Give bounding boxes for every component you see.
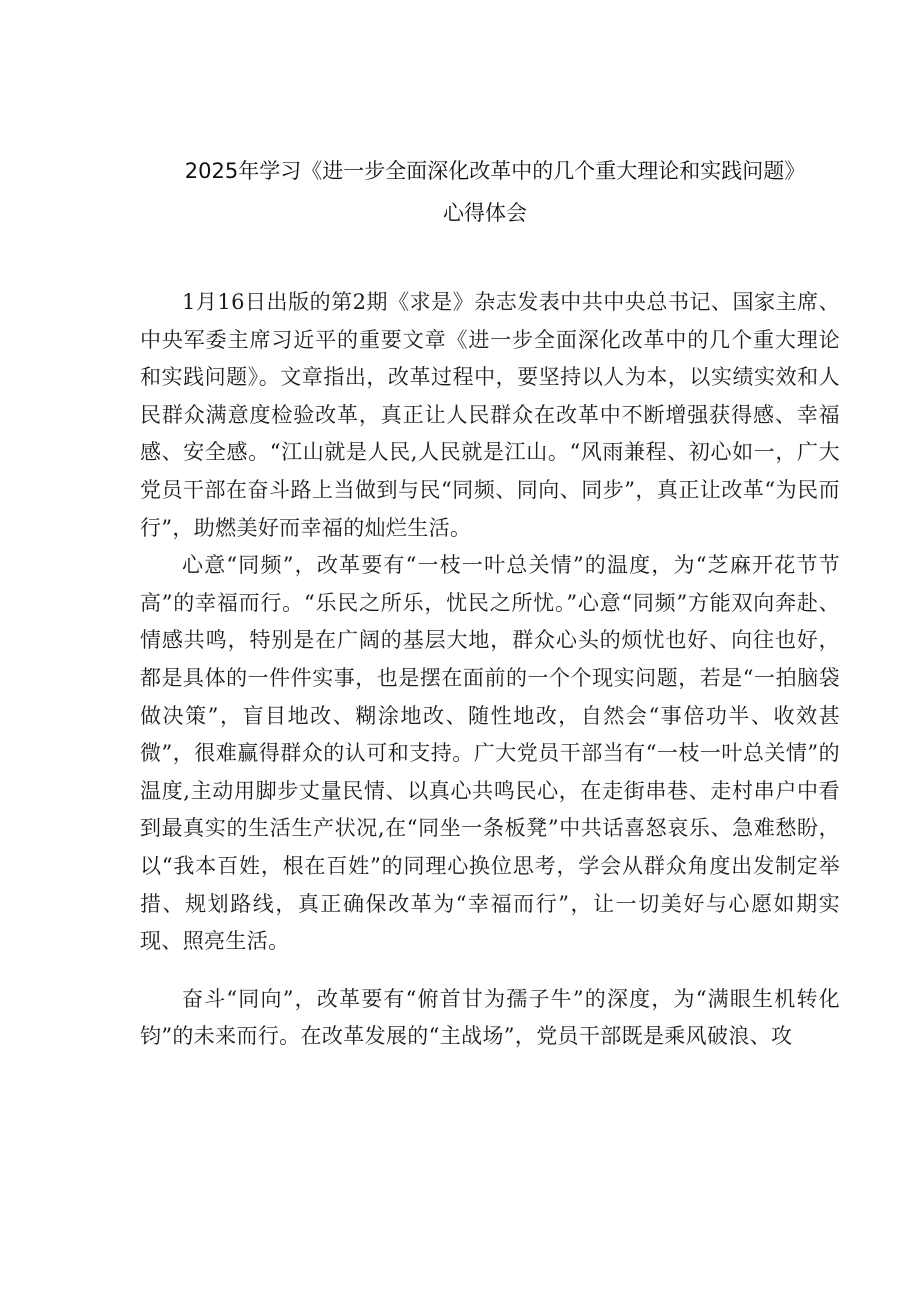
- document-body: [140, 284, 840, 1056]
- title-line-1: 2025年学习《进一步全面深化改革中的几个重大理论和实践问题》: [184, 159, 806, 183]
- title-line-2: 心得体会: [443, 201, 527, 225]
- paragraph-1: 1月16日出版的第2期《求是》杂志发表中共中央总书记、国家主席、中央军委主席习近平的重要文章《进一步全面深化改革中的几个重大理论和实践问题》。文章指出，改革过程中，要坚持以人为本，以实绩实效和人民群众满意度检验改革，真正让人民群众在改革中不断增强获得感、幸福感、安全感。“江山就是人民,人民就是江山。“风雨兼程、初心如一，广大党员干部在奋斗路上当做到与民“同频、同向、同步”，真正让改革“为民而行”，助燃美好而幸福的灿烂生活。: [140, 290, 840, 540]
- paragraph-2: 心意“同频”，改革要有“一枝一叶总关情”的温度，为“芝麻开花节节高”的幸福而行。“乐民之所乐，忧民之所忧。”心意“同频”方能双向奔赴、情感共鸣，特别是在广阔的基层大地，群众心头的烦忧也好、向往也好，都是具体的一件件实事，也是摆在面前的一个个现实问题，若是“一拍脑袋做决策”，盲目地改、糊涂地改、随性地改，自然会“事倍功半、收效甚微”，很难赢得群众的认可和支持。广大党员干部当有“一枝一叶总关情”的温度,主动用脚步丈量民情、以真心共鸣民心，在走街串巷、走村串户中看到最真实的生活生产状况,在“同坐一条板凳”中共话喜怒哀乐、急难愁盼，以“我本百姓，根在百姓”的同理心换位思考，学会从群众角度出发制定举措、规划路线，真正确保改革为“幸福而行”，让一切美好与心愿如期实现、照亮生活。: [140, 553, 840, 954]
- paragraph-3: 奋斗“同向”，改革要有“俯首甘为孺子牛”的深度，为“满眼生机转化钧”的未来而行。在改革发展的“主战场”，党员干部既是乘风破浪、攻: [140, 986, 840, 1049]
- document-title: [150, 150, 840, 234]
